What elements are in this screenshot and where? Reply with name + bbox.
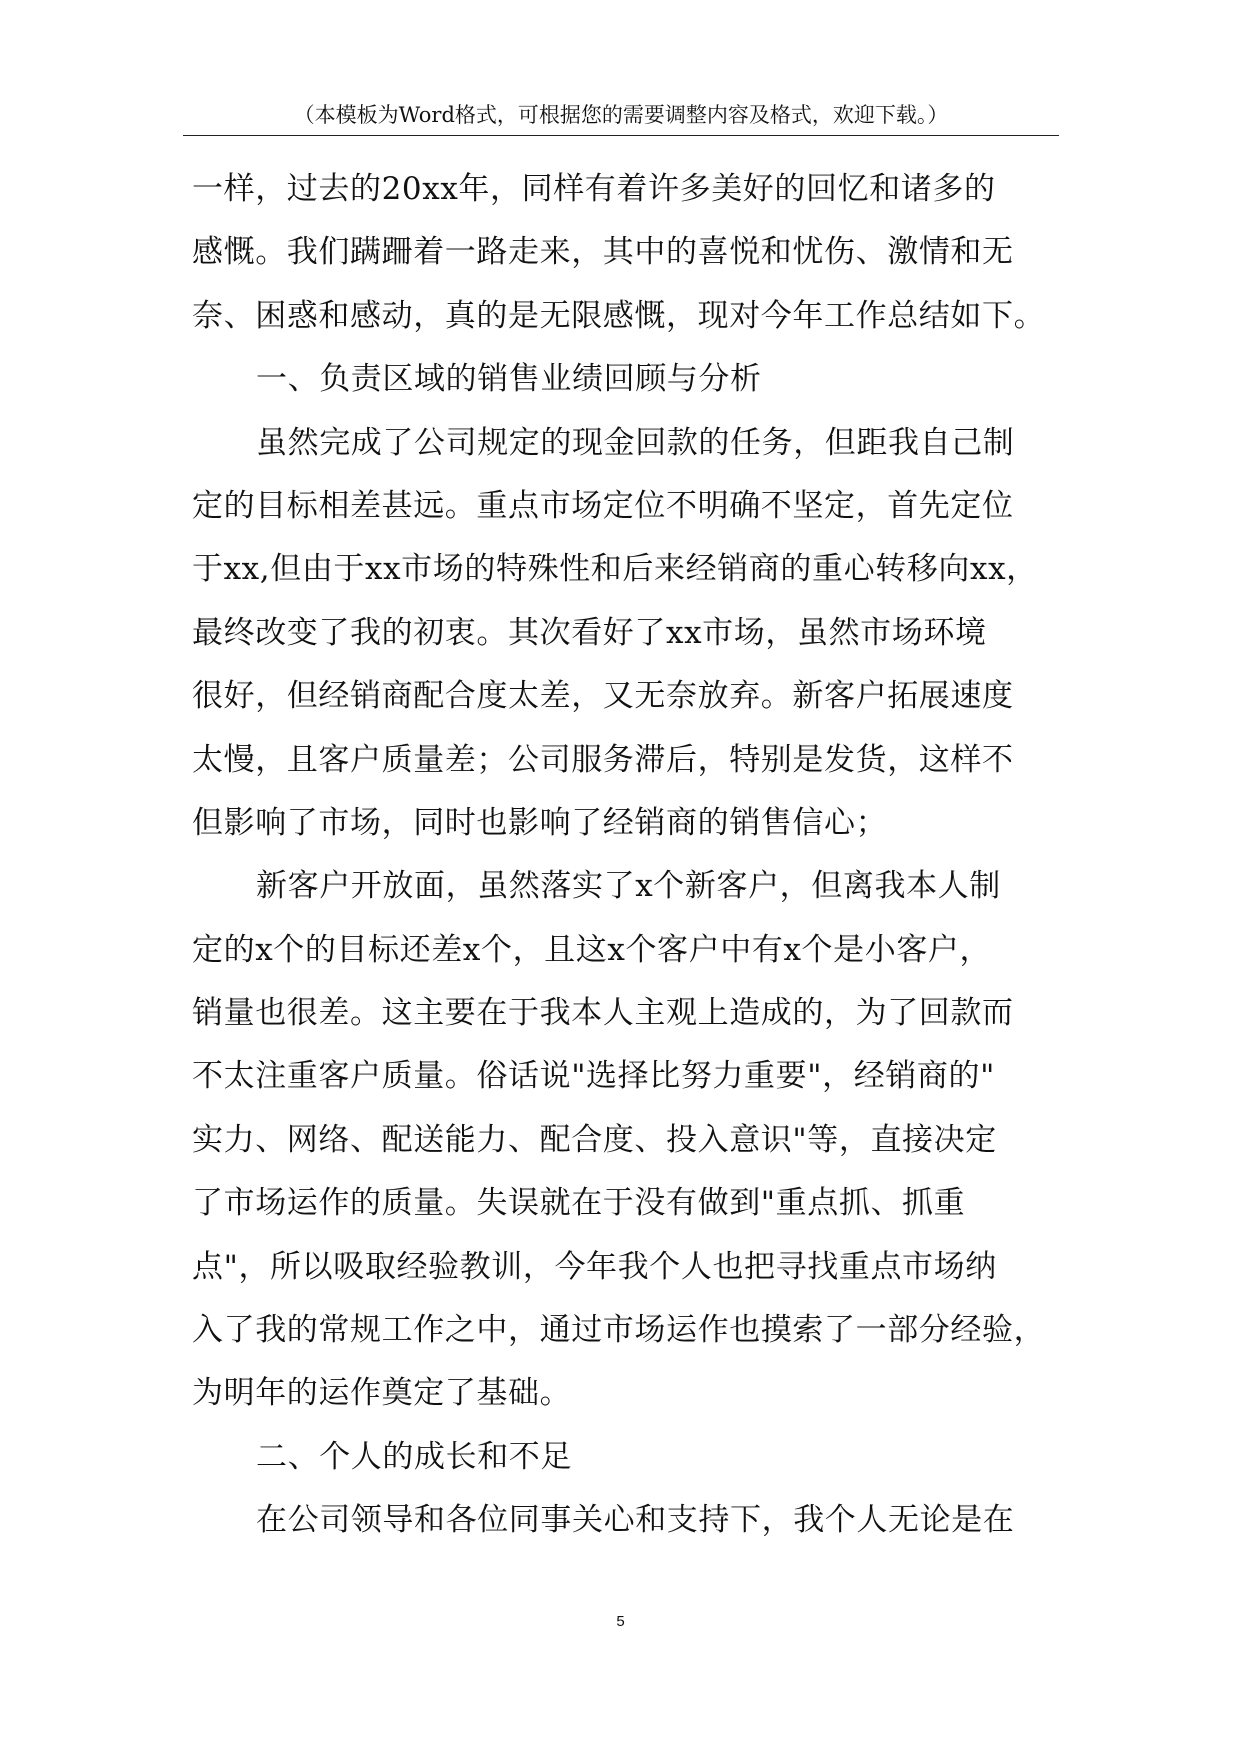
header-divider (183, 135, 1059, 136)
template-note-header: （本模板为Word格式，可根据您的需要调整内容及格式，欢迎下载。） (293, 103, 949, 127)
body-text-line: 定的目标相差甚远。重点市场定位不明确不坚定，首先定位 (192, 487, 1014, 524)
body-text-line: 一样，过去的20xx年，同样有着许多美好的回忆和诸多的 (192, 171, 996, 207)
body-text-line: 在公司领导和各位同事关心和支持下，我个人无论是在 (256, 1502, 1015, 1539)
body-text-line: 销量也很差。这主要在于我本人主观上造成的，为了回款而 (192, 995, 1014, 1032)
body-text-line: 感慨。我们蹒跚着一路走来，其中的喜悦和忧伤、激情和无 (192, 234, 1014, 271)
body-text-line: 实力、网络、配送能力、配合度、投入意识"等，直接决定 (192, 1121, 997, 1158)
body-text-line: 于xx,但由于xx市场的特殊性和后来经销商的重心转移向xx， (192, 551, 1038, 588)
body-text-line: 虽然完成了公司规定的现金回款的任务，但距我自己制 (256, 424, 1015, 461)
body-text-line: 为明年的运作奠定了基础。 (192, 1375, 572, 1412)
body-text-line: 入了我的常规工作之中，通过市场运作也摸索了一部分经验， (192, 1312, 1046, 1349)
body-text-line: 不太注重客户质量。俗话说"选择比努力重要"，经销商的" (192, 1058, 995, 1095)
body-text-line: 最终改变了我的初衷。其次看好了xx市场，虽然市场环境 (192, 614, 987, 651)
body-text-line: 新客户开放面，虽然落实了x个新客户，但离我本人制 (256, 868, 1001, 905)
body-text-line: 定的x个的目标还差x个，且这x个客户中有x个是小客户， (192, 931, 992, 968)
document-body (192, 158, 1092, 1553)
body-text-line: 点"，所以吸取经验教训，今年我个人也把寻找重点市场纳 (192, 1248, 997, 1285)
body-text-line: 但影响了市场，同时也影响了经销商的销售信心； (192, 804, 888, 841)
body-text-line: 太慢，且客户质量差；公司服务滞后，特别是发货，这样不 (192, 741, 1014, 778)
body-text-line: 了市场运作的质量。失误就在于没有做到"重点抓、抓重 (192, 1185, 966, 1222)
body-text-line: 很好，但经销商配合度太差，又无奈放弃。新客户拓展速度 (192, 678, 1014, 715)
body-text-line: 奈、困惑和感动，真的是无限感慨，现对今年工作总结如下。 (192, 297, 1046, 334)
page-number: 5 (616, 1613, 625, 1630)
body-text-line: 一、负责区域的销售业绩回顾与分析 (256, 361, 762, 398)
body-text-line: 二、个人的成长和不足 (256, 1438, 572, 1475)
